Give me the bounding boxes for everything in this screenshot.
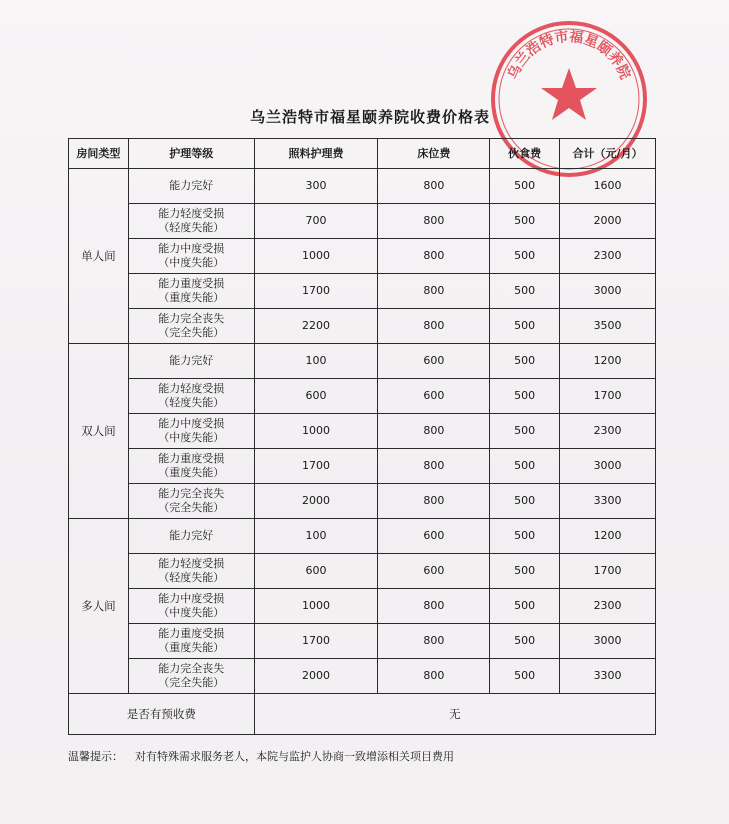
footer-note bbox=[68, 748, 668, 764]
bed-fee-cell: 600 bbox=[378, 344, 490, 379]
total-cell: 1600 bbox=[560, 169, 656, 204]
total-cell: 1700 bbox=[560, 554, 656, 589]
care-level-cell: 能力重度受损 （重度失能） bbox=[128, 274, 254, 309]
meal-fee-cell: 500 bbox=[490, 414, 560, 449]
care-level-cell: 能力重度受损 （重度失能） bbox=[128, 449, 254, 484]
room-type-cell: 多人间 bbox=[69, 519, 129, 694]
total-cell: 3000 bbox=[560, 274, 656, 309]
header-bed-fee: 床位费 bbox=[378, 139, 490, 169]
care-level-cell: 能力轻度受损 （轻度失能） bbox=[128, 554, 254, 589]
bed-fee-cell: 600 bbox=[378, 554, 490, 589]
bed-fee-cell: 800 bbox=[378, 449, 490, 484]
care-fee-cell: 2000 bbox=[254, 484, 378, 519]
total-cell: 2300 bbox=[560, 239, 656, 274]
care-fee-cell: 2200 bbox=[254, 309, 378, 344]
care-fee-cell: 2000 bbox=[254, 659, 378, 694]
fee-table bbox=[68, 138, 656, 735]
care-level-cell: 能力重度受损 （重度失能） bbox=[128, 624, 254, 659]
star-icon bbox=[541, 68, 597, 120]
table-header-row bbox=[69, 139, 656, 169]
table-row bbox=[69, 659, 656, 694]
meal-fee-cell: 500 bbox=[490, 344, 560, 379]
bed-fee-cell: 600 bbox=[378, 379, 490, 414]
care-fee-cell: 100 bbox=[254, 344, 378, 379]
care-level-cell: 能力轻度受损 （轻度失能） bbox=[128, 379, 254, 414]
meal-fee-cell: 500 bbox=[490, 554, 560, 589]
care-level-cell: 能力完好 bbox=[128, 519, 254, 554]
care-level-cell: 能力中度受损 （中度失能） bbox=[128, 589, 254, 624]
room-type-cell: 单人间 bbox=[69, 169, 129, 344]
care-fee-cell: 1000 bbox=[254, 239, 378, 274]
total-cell: 1700 bbox=[560, 379, 656, 414]
care-fee-cell: 600 bbox=[254, 554, 378, 589]
total-cell: 3000 bbox=[560, 624, 656, 659]
table-row bbox=[69, 379, 656, 414]
meal-fee-cell: 500 bbox=[490, 484, 560, 519]
prepay-value: 无 bbox=[254, 694, 655, 735]
table-row bbox=[69, 484, 656, 519]
table-row bbox=[69, 204, 656, 239]
total-cell: 3500 bbox=[560, 309, 656, 344]
table-row bbox=[69, 449, 656, 484]
care-level-cell: 能力完全丧失 （完全失能） bbox=[128, 309, 254, 344]
care-fee-cell: 1700 bbox=[254, 624, 378, 659]
meal-fee-cell: 500 bbox=[490, 519, 560, 554]
meal-fee-cell: 500 bbox=[490, 204, 560, 239]
bed-fee-cell: 800 bbox=[378, 624, 490, 659]
care-level-cell: 能力完好 bbox=[128, 169, 254, 204]
table-row bbox=[69, 624, 656, 659]
seal-text: 乌兰浩特市福星颐养院 bbox=[505, 28, 633, 82]
total-cell: 2300 bbox=[560, 589, 656, 624]
meal-fee-cell: 500 bbox=[490, 449, 560, 484]
bed-fee-cell: 800 bbox=[378, 659, 490, 694]
care-level-cell: 能力中度受损 （中度失能） bbox=[128, 414, 254, 449]
prepay-label: 是否有预收费 bbox=[69, 694, 255, 735]
care-level-cell: 能力完全丧失 （完全失能） bbox=[128, 659, 254, 694]
table-row bbox=[69, 519, 656, 554]
total-cell: 3300 bbox=[560, 659, 656, 694]
table-row bbox=[69, 169, 656, 204]
meal-fee-cell: 500 bbox=[490, 274, 560, 309]
meal-fee-cell: 500 bbox=[490, 309, 560, 344]
total-cell: 3000 bbox=[560, 449, 656, 484]
note-text: 对有特殊需求服务老人，本院与监护人协商一致增添相关项目费用 bbox=[135, 750, 454, 763]
header-care-fee: 照料护理费 bbox=[254, 139, 378, 169]
table-row bbox=[69, 274, 656, 309]
care-fee-cell: 700 bbox=[254, 204, 378, 239]
total-cell: 2000 bbox=[560, 204, 656, 239]
meal-fee-cell: 500 bbox=[490, 379, 560, 414]
care-level-cell: 能力完好 bbox=[128, 344, 254, 379]
table-row bbox=[69, 239, 656, 274]
table-row bbox=[69, 309, 656, 344]
bed-fee-cell: 800 bbox=[378, 414, 490, 449]
table-row bbox=[69, 554, 656, 589]
bed-fee-cell: 800 bbox=[378, 589, 490, 624]
care-fee-cell: 100 bbox=[254, 519, 378, 554]
total-cell: 1200 bbox=[560, 519, 656, 554]
meal-fee-cell: 500 bbox=[490, 659, 560, 694]
meal-fee-cell: 500 bbox=[490, 169, 560, 204]
meal-fee-cell: 500 bbox=[490, 589, 560, 624]
bed-fee-cell: 600 bbox=[378, 519, 490, 554]
bed-fee-cell: 800 bbox=[378, 169, 490, 204]
bed-fee-cell: 800 bbox=[378, 309, 490, 344]
care-fee-cell: 1700 bbox=[254, 274, 378, 309]
total-cell: 2300 bbox=[560, 414, 656, 449]
header-care-level: 护理等级 bbox=[128, 139, 254, 169]
room-type-cell: 双人间 bbox=[69, 344, 129, 519]
table-row bbox=[69, 589, 656, 624]
meal-fee-cell: 500 bbox=[490, 624, 560, 659]
care-fee-cell: 1000 bbox=[254, 414, 378, 449]
page-title: 乌兰浩特市福星颐养院收费价格表 bbox=[249, 108, 490, 126]
bed-fee-cell: 800 bbox=[378, 484, 490, 519]
care-fee-cell: 1000 bbox=[254, 589, 378, 624]
bed-fee-cell: 800 bbox=[378, 204, 490, 239]
prepay-row bbox=[69, 694, 656, 735]
table-row bbox=[69, 344, 656, 379]
table-row bbox=[69, 414, 656, 449]
care-fee-cell: 300 bbox=[254, 169, 378, 204]
care-level-cell: 能力中度受损 （中度失能） bbox=[128, 239, 254, 274]
total-cell: 3300 bbox=[560, 484, 656, 519]
header-total: 合计（元/月） bbox=[560, 139, 656, 169]
care-level-cell: 能力完全丧失 （完全失能） bbox=[128, 484, 254, 519]
total-cell: 1200 bbox=[560, 344, 656, 379]
care-fee-cell: 600 bbox=[254, 379, 378, 414]
note-label: 温馨提示： bbox=[68, 750, 123, 763]
care-fee-cell: 1700 bbox=[254, 449, 378, 484]
care-level-cell: 能力轻度受损 （轻度失能） bbox=[128, 204, 254, 239]
header-meal-fee: 伙食费 bbox=[490, 139, 560, 169]
bed-fee-cell: 800 bbox=[378, 274, 490, 309]
header-room-type: 房间类型 bbox=[69, 139, 129, 169]
bed-fee-cell: 800 bbox=[378, 239, 490, 274]
meal-fee-cell: 500 bbox=[490, 239, 560, 274]
